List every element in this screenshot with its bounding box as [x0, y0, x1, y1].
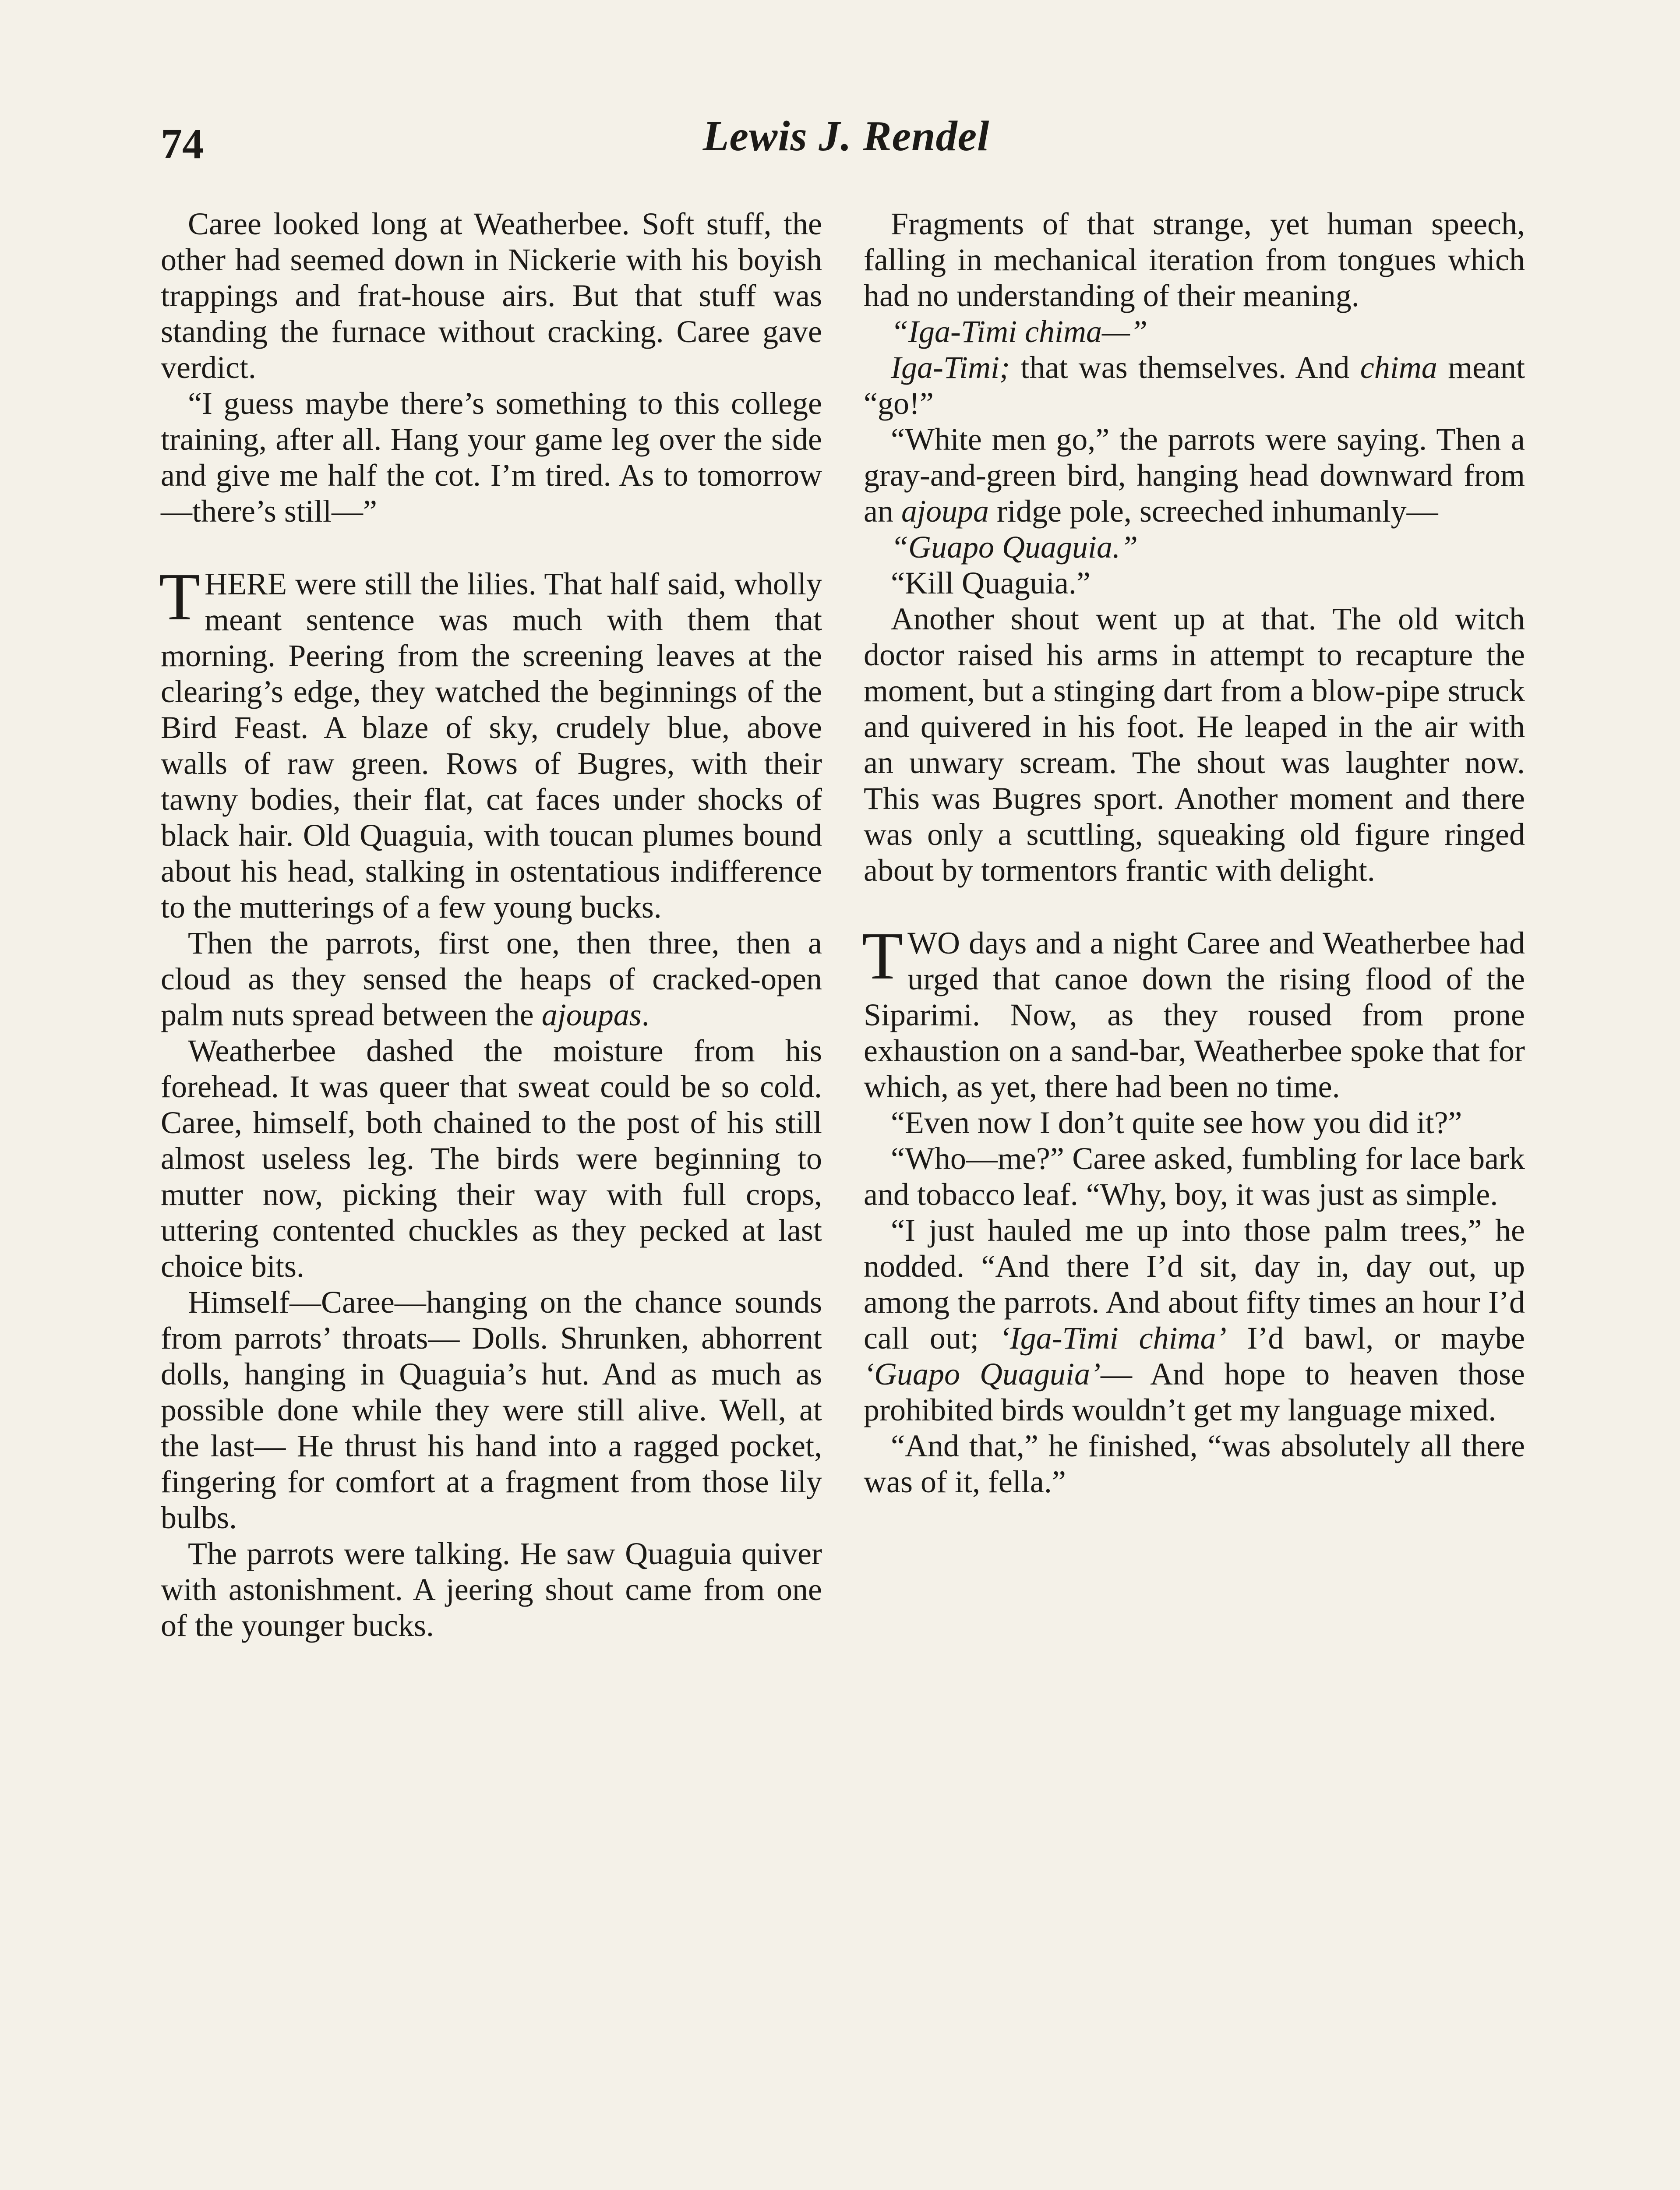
italic-text: chima — [1360, 350, 1437, 385]
paragraph: “Kill Quaguia.” — [891, 565, 1091, 600]
paragraph: Another shout went up at that. The old witch doctor raised his arms in attempt to recapture the moment, but a stinging dart from a blow-pipe struck and quivered in his foot. He leaped in the air with an unwary scream. The shout was laughter now. This was Bugres sport. Another moment and there was only a scuttling, squeaking old figure ringed about by tormentors frantic with delight. — [864, 601, 1525, 888]
page-header — [161, 115, 1532, 176]
paragraph — [864, 421, 1525, 529]
paragraph-text: . — [641, 997, 649, 1032]
paragraph-text: days and a night Caree and Weatherbee had urged that canoe down the rising flood of the Siparimi. Now, as they roused from prone exhaustion on a sand-bar, Weatherbee spoke that for which, as yet, there had been no time. — [864, 925, 1525, 1104]
drop-cap: T — [159, 560, 201, 634]
paragraph-text: were still the lilies. That half said, wholly meant sentence was much with them that morning. Peering from the screening leaves at the clearing’s edge, they watched the beginnings of the Bird Feast. A blaze of sky, crudely blue, above walls of raw green. Rows of Bugres, with their tawny bodies, their flat, cat faces under shocks of black hair. Old Quaguia, with toucan plumes bound about his head, stalking in ostentatious indifference to the mutterings of a few young bucks. — [161, 566, 822, 925]
italic-text: ‘Guapo Quaguia’ — [864, 1356, 1101, 1392]
paragraph — [864, 529, 1525, 565]
paragraph: The parrots were talking. He saw Quaguia quiver with astonishment. A jeering shout came from one of the younger bucks. — [161, 1536, 822, 1643]
drop-cap: T — [862, 919, 904, 993]
paragraph: “And that,” he finished, “was absolutely all there was of it, fella.” — [864, 1428, 1525, 1499]
paragraph-text: that was themselves. And — [1010, 350, 1360, 385]
paragraph: Himself—Caree—hanging on the chance sounds from parrots’ throats— Dolls. Shrunken, abhorrent dolls, hanging in Quaguia’s hut. And as much as possible done while they were still alive. Well, at the last— He thrust his hand into a ragged pocket, fingering for comfort at a fragment from those lily bulbs. — [161, 1285, 822, 1535]
italic-text: ajoupa — [901, 494, 989, 529]
paragraph: Caree looked long at Weatherbee. Soft stuff, the other had seemed down in Nickerie with his boyish trappings and frat-house airs. But that stuff was standing the furnace without cracking. Caree gave verdict. — [161, 206, 822, 385]
section-paragraph — [862, 919, 1525, 1105]
paragraph — [864, 314, 1525, 350]
paragraph-text: Then the parrots, first one, then three, then a cloud as they sensed the heaps of cracked-open palm nuts spread between the — [161, 925, 822, 1032]
paragraph-text: meant “go!” — [864, 350, 1525, 421]
paragraph: “I guess maybe there’s something to this college training, after all. Hang your game leg over the side and give me half the cot. I’m tired. As to tomorrow—there’s still—” — [161, 386, 822, 529]
left-column — [161, 206, 822, 1643]
paragraph: “Who—me?” Caree asked, fumbling for lace bark and tobacco leaf. “Why, boy, it was just as simple. — [864, 1141, 1525, 1212]
paragraph-text: “I just hauled me up into those palm trees,” he nodded. “And there I’d sit, day in, day out, up among the parrots. And about fifty times an hour I’d call out; — [864, 1213, 1525, 1356]
right-column — [864, 206, 1525, 1500]
italic-text: “Guapo Quaguia.” — [891, 530, 1138, 565]
running-head: Lewis J. Rendel — [702, 113, 990, 160]
paragraph — [864, 1212, 1525, 1428]
paragraph — [864, 350, 1525, 421]
italic-text: Iga-Timi; — [891, 350, 1010, 385]
paragraph — [161, 925, 822, 1033]
section-paragraph — [159, 560, 822, 925]
paragraph: Fragments of that strange, yet human speech, falling in mechanical iteration from tongues which had no understanding of their meaning. — [864, 206, 1525, 313]
paragraph-text: “White men go,” the parrots were saying. Then a gray-and-green bird, hanging head downward from an — [864, 422, 1525, 529]
paragraph: “Even now I don’t quite see how you did it?” — [891, 1105, 1462, 1140]
paragraph-text: I’d bawl, or maybe — [1226, 1321, 1525, 1356]
italic-text: “Iga-Timi chima—” — [891, 314, 1148, 349]
page-number: 74 — [161, 120, 204, 168]
paragraph-text: ridge pole, screeched inhumanly— — [988, 494, 1438, 529]
paragraph: Weatherbee dashed the moisture from his forehead. It was queer that sweat could be so cold. Caree, himself, both chained to the post of his still almost useless leg. The birds were beginning to mutter now, picking their way with full crops, uttering contented chuckles as they pecked at last choice bits. — [161, 1033, 822, 1284]
italic-text: ‘Iga-Timi chima’ — [999, 1321, 1227, 1356]
small-caps-word: WO — [907, 925, 960, 961]
italic-text: ajoupas — [541, 997, 642, 1032]
paragraph-text: — And hope to heaven those prohibited birds wouldn’t get my language mixed. — [864, 1356, 1525, 1427]
small-caps-word: HERE — [205, 566, 287, 601]
